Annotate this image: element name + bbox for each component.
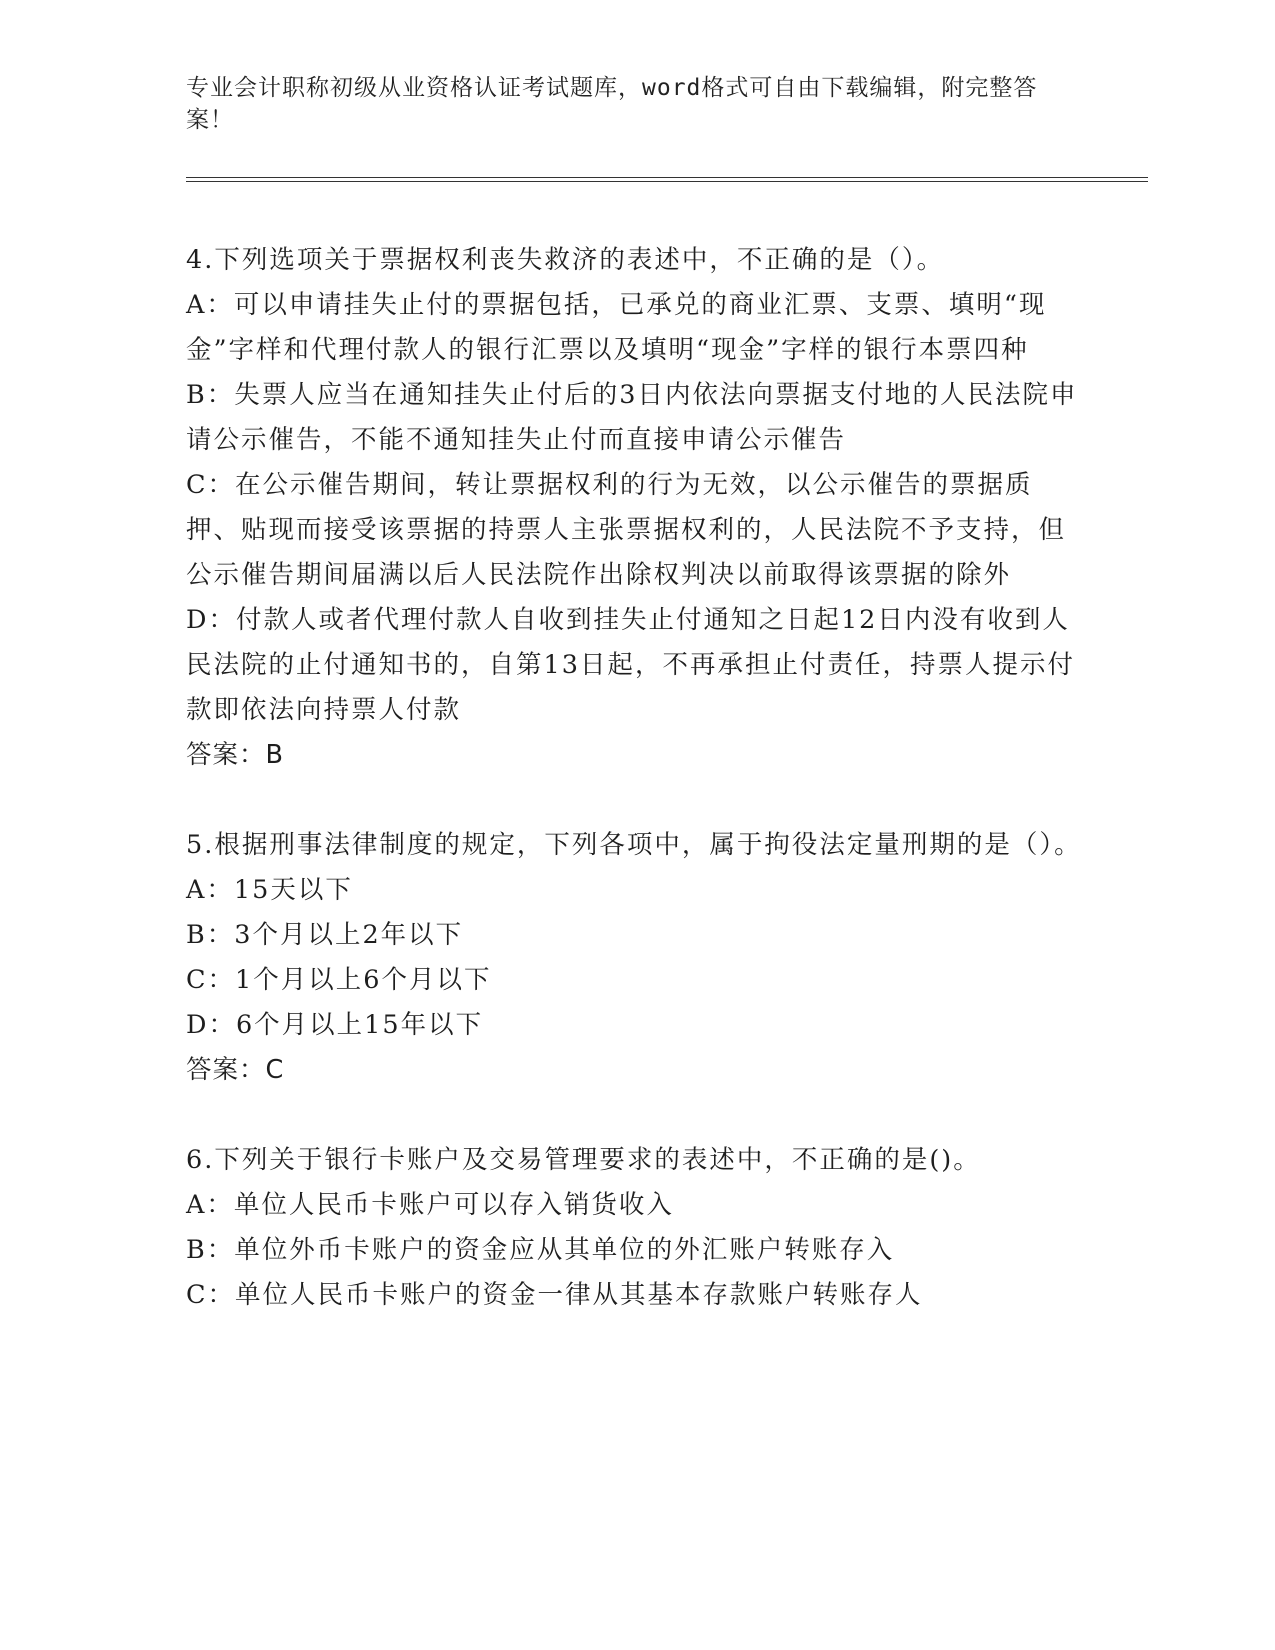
option-a: A：单位人民币卡账户可以存入销货收入 <box>186 1190 674 1220</box>
option-d: D：付款人或者代理付款人自收到挂失止付通知之日起12日内没有收到人民法院的止付通知书的，自第13日起，不再承担止付责任，持票人提示付款即依法向持票人付款 <box>186 605 1075 725</box>
question-6 <box>186 1138 1086 1318</box>
header-divider-top <box>186 177 1148 178</box>
question-spacer <box>186 1093 1086 1138</box>
option-a: A：可以申请挂失止付的票据包括，已承兑的商业汇票、支票、填明“现金”字样和代理付款人的银行汇票以及填明“现金”字样的银行本票四种 <box>186 290 1047 365</box>
option-a: A：15天以下 <box>186 875 353 905</box>
question-stem: 4.下列选项关于票据权利丧失救济的表述中，不正确的是（）。 <box>186 245 945 275</box>
option-b: B：单位外币卡账户的资金应从其单位的外汇账户转账存入 <box>186 1235 895 1265</box>
question-5 <box>186 823 1086 1093</box>
answer-label: 答案：C <box>186 1055 285 1085</box>
option-c: C：1个月以上6个月以下 <box>186 965 492 995</box>
option-b: B：3个月以上2年以下 <box>186 920 464 950</box>
header-divider-bottom <box>186 181 1148 182</box>
option-c: C：在公示催告期间，转让票据权利的行为无效，以公示催告的票据质押、贴现而接受该票据的持票人主张票据权利的，人民法院不予支持，但公示催告期间届满以后人民法院作出除权判决以前取得该票据的除外 <box>186 470 1067 590</box>
question-list <box>186 238 1086 1318</box>
question-stem: 6.下列关于银行卡账户及交易管理要求的表述中，不正确的是()。 <box>186 1145 981 1175</box>
answer-label: 答案：B <box>186 740 284 770</box>
document-header: 专业会计职称初级从业资格认证考试题库，word格式可自由下载编辑，附完整答案！ <box>186 75 1038 133</box>
option-d: D：6个月以上15年以下 <box>186 1010 484 1040</box>
question-spacer <box>186 778 1086 823</box>
question-4 <box>186 238 1086 778</box>
option-b: B：失票人应当在通知挂失止付后的3日内依法向票据支付地的人民法院申请公示催告，不能不通知挂失止付而直接申请公示催告 <box>186 380 1078 455</box>
question-stem: 5.根据刑事法律制度的规定，下列各项中，属于拘役法定量刑期的是（）。 <box>186 830 1082 860</box>
option-c: C：单位人民币卡账户的资金一律从其基本存款账户转账存人 <box>186 1280 923 1310</box>
